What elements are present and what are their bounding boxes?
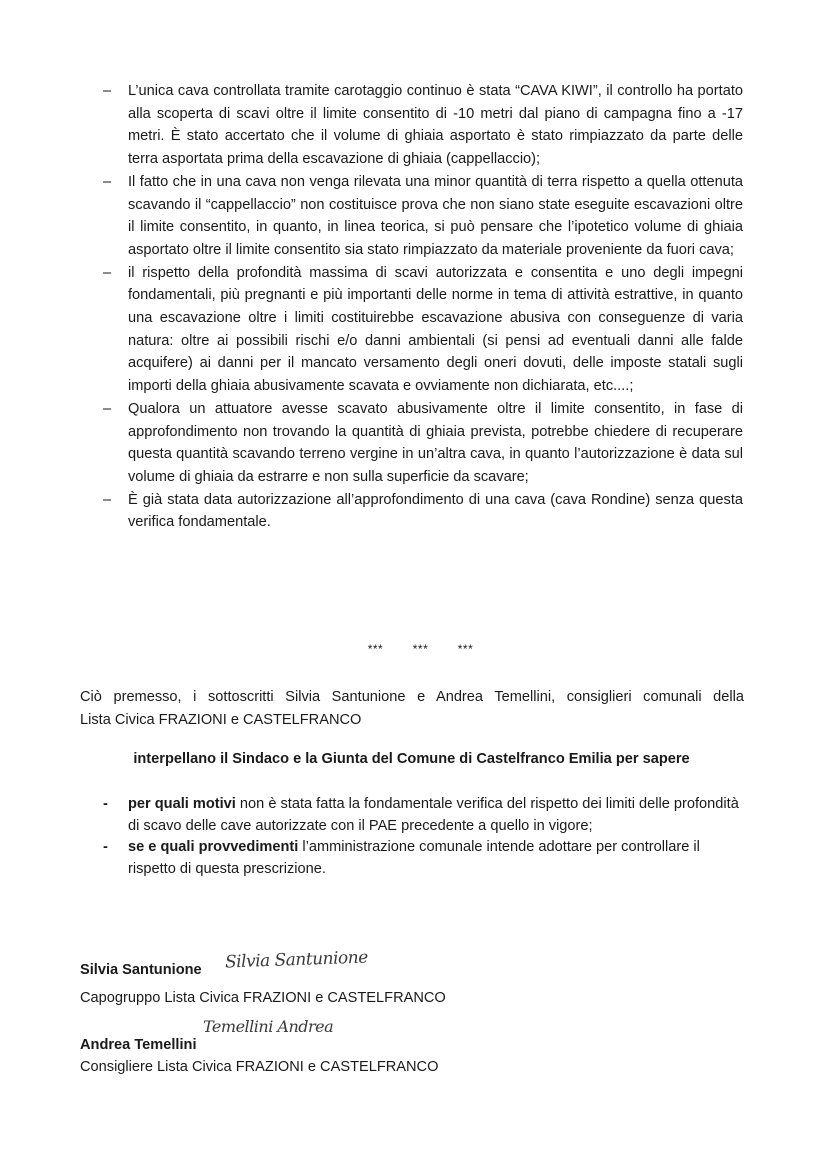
question-text: non è stata fatta la fondamentale verifica del rispetto dei limiti delle profondità di scavo delle cave autorizzate con il PAE precedente a quello in vigore; [128,796,739,834]
premise-text: L’unica cava controllata tramite carotaggio continuo è stata “CAVA KIWI”, il controllo ha portato alla scoperta di scavi oltre il limite consentito di -10 metri dal piano di campagna fino a -17 metri. È stato accertato che il volume di ghiaia asportato è stato rimpiazzato da parte delle terra asportata prima della escavazione di ghiaia (cappellaccio); [128,83,743,168]
premise-item [103,171,743,262]
dash-bullet: – [103,264,112,281]
premise-statement [80,686,744,731]
signatory-block [80,962,202,978]
dash-bullet: – [103,400,112,417]
dash-bullet: – [103,173,112,190]
question-emphasis: per quali motivi [128,796,236,812]
section-separator: *** *** *** [367,642,474,656]
premise-item [103,262,743,398]
dash-bullet: – [103,83,112,99]
premise-item [103,398,743,489]
signatory-name: Silvia Santunione [80,962,202,978]
questions-list [103,794,744,880]
question-emphasis: se e quali provvedimenti [128,839,299,855]
question-item [103,837,744,880]
premise-item [103,80,743,171]
premise-statement-line: Ciò premesso, i sottoscritti Silvia Santunione e Andrea Temellini, consiglieri comunali della [80,689,744,705]
request-heading: interpellano il Sindaco e la Giunta del Comune di Castelfranco Emilia per sapere [133,751,690,767]
premise-text: È già stata data autorizzazione all’approfondimento di una cava (cava Rondine) senza questa verifica fondamentale. [128,491,743,531]
hyphen-bullet: - [103,796,108,812]
hyphen-bullet: - [103,839,108,855]
premise-text: Il fatto che in una cava non venga rilevata una minor quantità di terra rispetto a quella ottenuta scavando il “cappellaccio” non costituisce prova che non siano state eseguite escavazioni oltre il limite consentito, in quanto, in linea teorica, si può pensare che l’ipotetico volume di ghiaia asportato oltre il limite consentito sia stato rimpiazzato da materiale proveniente da fuori cava; [128,173,743,258]
premise-text: Qualora un attuatore avesse scavato abusivamente oltre il limite consentito, in fase di approfondimento non trovando la quantità di ghiaia prevista, potrebbe chiedere di recuperare questa quantità scavando terreno vergine in un’altra cava, in quanto l’autorizzazione è data sul volume di ghiaia da estrarre e non sulla superficie da scavare; [128,400,743,485]
signatory-role: Capogruppo Lista Civica FRAZIONI e CASTELFRANCO [80,990,446,1006]
signatory-block [80,1037,197,1053]
question-item [103,794,744,837]
handwritten-signature: Silvia Santunione [224,947,369,973]
dash-bullet: – [103,491,112,508]
question-text: l’amministrazione comunale intende adottare per controllare il rispetto di questa prescrizione. [128,839,700,877]
premise-statement-line: Lista Civica FRAZIONI e CASTELFRANCO [80,711,362,728]
premise-text: il rispetto della profondità massima di scavi autorizzata e consentita e uno degli impegni fondamentali, più pregnanti e più importanti delle norme in tema di attività estrattive, in quanto una escavazione oltre i limiti costituirebbe escavazione abusiva con conseguenze di varia natura: oltre ai possibili rischi e/o danni ambientali (si pensi ad eventuali danni alle falde acquifere) ai danni per il mancato versamento degli oneri dovuti, delle imposte statali sugli importi della ghiaia abusivamente scavata e ovviamente non dichiarata, etc....; [128,264,743,395]
premises-list [103,80,743,534]
handwritten-signature: Temellini Andrea [203,1017,334,1036]
premise-item [103,489,743,534]
signatory-name: Andrea Temellini [80,1037,197,1053]
signatory-role: Consigliere Lista Civica FRAZIONI e CASTELFRANCO [80,1059,439,1075]
